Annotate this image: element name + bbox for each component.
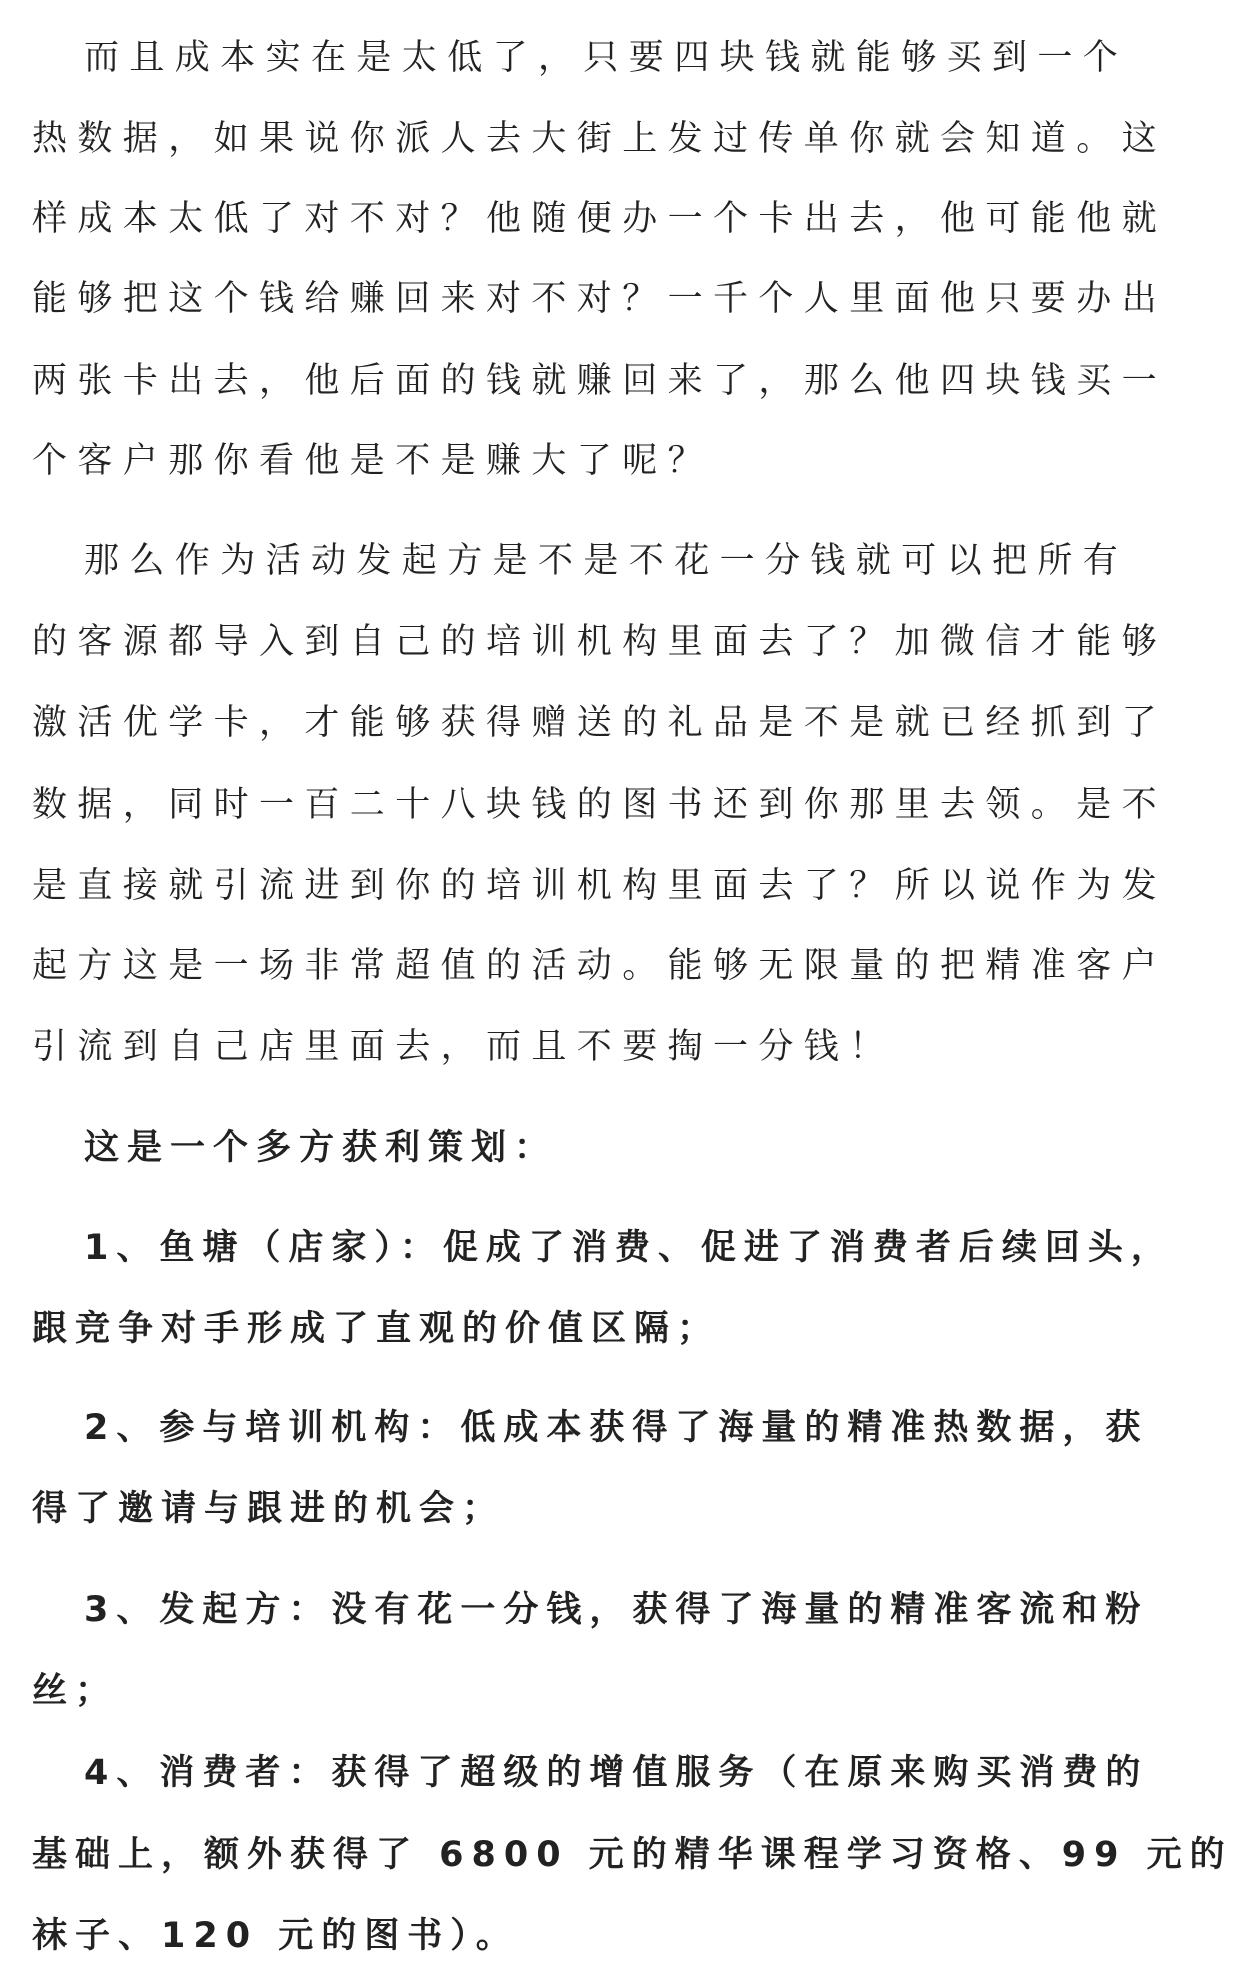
list-item-3-line-1: 3、发起方：没有花一分钱，获得了海量的精准客流和粉 [84,1590,1149,1630]
paragraph-1-line-2: 热数据，如果说你派人去大街上发过传单你就会知道。这 [32,119,1168,159]
list-item-4-line-1: 4、消费者：获得了超级的增值服务（在原来购买消费的 [84,1753,1149,1793]
paragraph-2-line-7: 引流到自己店里面去，而且不要掏一分钱！ [32,1027,895,1067]
paragraph-2-line-2: 的客源都导入到自己的培训机构里面去了？加微信才能够 [32,622,1168,662]
list-item-4-line-3: 袜子、120 元的图书）。 [32,1916,519,1956]
list-item-2-line-2: 得了邀请与跟进的机会； [32,1489,506,1529]
list-item-1-line-2: 跟竞争对手形成了直观的价值区隔； [32,1309,721,1349]
paragraph-2-line-3: 激活优学卡，才能够获得赠送的礼品是不是就已经抓到了 [32,703,1168,743]
list-item-4-line-2: 基础上，额外获得了 6800 元的精华课程学习资格、99 元的 [32,1835,1233,1875]
paragraph-2-line-5: 是直接就引流进到你的培训机构里面去了？所以说作为发 [32,866,1168,906]
list-item-3-line-2: 丝； [32,1671,119,1711]
paragraph-2-line-6: 起方这是一场非常超值的活动。能够无限量的把精准客户 [32,946,1168,986]
paragraph-2-line-4: 数据，同时一百二十八块钱的图书还到你那里去领。是不 [32,785,1168,825]
list-item-1-line-1: 1、鱼塘（店家）：促成了消费、促进了消费者后续回头， [84,1228,1174,1268]
paragraph-1-line-5: 两张卡出去，他后面的钱就赚回来了，那么他四块钱买一 [32,361,1168,401]
paragraph-1-line-1: 而且成本实在是太低了，只要四块钱就能够买到一个 [84,38,1129,78]
paragraph-1-line-6: 个客户那你看他是不是赚大了呢？ [32,441,714,481]
list-item-2-line-1: 2、参与培训机构：低成本获得了海量的精准热数据，获 [84,1408,1149,1448]
multi-party-heading: 这是一个多方获利策划： [84,1128,558,1168]
paragraph-1-line-3: 样成本太低了对不对？他随便办一个卡出去，他可能他就 [32,199,1168,239]
paragraph-2-line-1: 那么作为活动发起方是不是不花一分钱就可以把所有 [84,541,1129,581]
paragraph-1-line-4: 能够把这个钱给赚回来对不对？一千个人里面他只要办出 [32,279,1168,319]
